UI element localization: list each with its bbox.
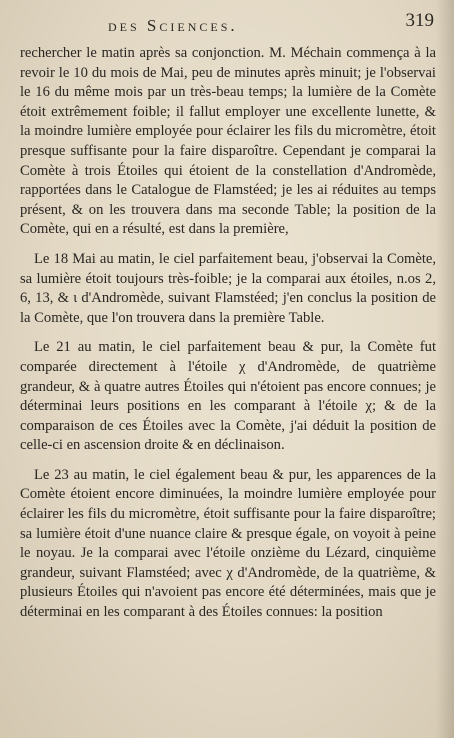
running-title: des Sciences. bbox=[108, 16, 238, 35]
paragraph-4: Le 23 au matin, le ciel également beau & pur, les apparences de la Comète étoient encore diminuées, la moindre lumière employée pour éclairer les fils du micromètre, étoit suffisante pour la faire disparoître; sa lumière étoit d'une nuance claire & presque égale, on voyoit à peine le noyau. Je la comparai avec l'étoile onzième du Lézard, cinquième grandeur, suivant Flamstéed; avec χ d'Andromède, de la quatrième, & plusieurs Étoiles qui n'avoient pas encore été déterminées, mais que je déterminai en les comparant à des Étoiles connues: la position bbox=[20, 466, 436, 621]
page-number: 319 bbox=[405, 10, 434, 31]
body-text bbox=[20, 44, 436, 623]
paragraph-1: rechercher le matin après sa conjonction. M. Méchain commença à la revoir le 10 du mois de Mai, peu de minutes après minuit; je l'observai le 16 du même mois par un très-beau temps; la lumière de la Comète étoit extrêmement foible; il fallut employer une excellente lunette, & la moindre lumière employée pour éclairer les fils du micromètre, étoit presque suffisante pour la faire disparoître. Cependant je comparai la Comète à trois Étoiles qui étoient de la constellation d'Andromède, rapportées dans le Catalogue de Flamstéed; je les ai réduites au temps présent, & on les trouvera dans ma seconde Table; la position de la Comète, qui en a résulté, est dans la première, bbox=[20, 45, 436, 238]
paragraph-2: Le 18 Mai au matin, le ciel parfaitement beau, j'observai la Comète, sa lumière étoit toujours très-foible; je la comparai aux étoiles, n.os 2, 6, 13, & ι d'Andromède, suivant Flamstéed; j'en conclus la position de la Comète, que l'on trouvera dans la première Table. bbox=[20, 250, 436, 326]
page-header bbox=[0, 6, 454, 40]
paragraph-3: Le 21 au matin, le ciel parfaitement beau & pur, la Comète fut comparée directement à l'étoile χ d'Andromède, de quatrième grandeur, & à quatre autres Étoiles qui n'étoient pas encore connues; je déterminai leurs positions en les comparant à l'étoile χ; & de la comparaison de ces Étoiles avec la Comète, j'ai déduit la position de celle-ci en ascension droite & en déclinaison. bbox=[20, 339, 436, 454]
